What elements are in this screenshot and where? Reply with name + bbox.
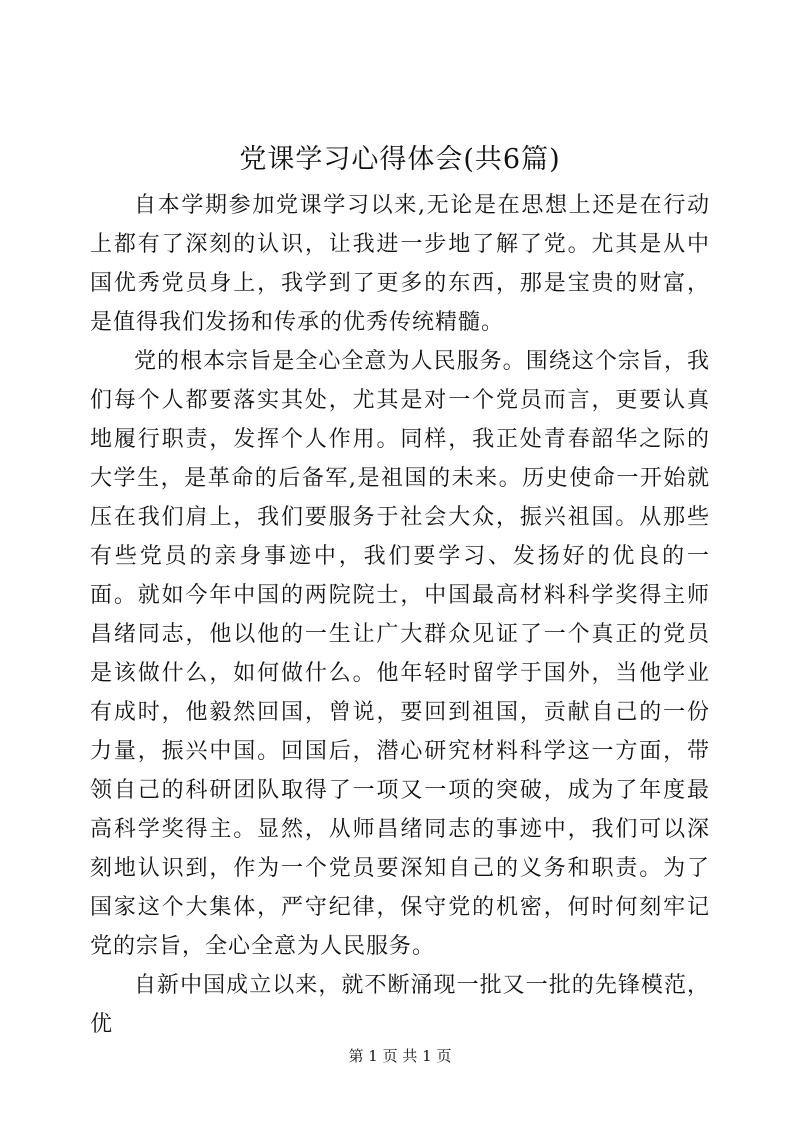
document-body bbox=[90, 186, 710, 1044]
paragraph-3: 自新中国成立以来，就不断涌现一批又一批的先锋模范，优 bbox=[90, 973, 710, 1037]
paragraph-2: 党的根本宗旨是全心全意为人民服务。围绕这个宗旨，我们每个人都要落实其处，尤其是对一个党员而言，更要认真地履行职责，发挥个人作用。同样，我正处青春韶华之际的大学生，是革命的后备军,是祖国的未来。历史使命一开始就压在我们肩上，我们要服务于社会大众，振兴祖国。从那些有些党员的亲身事迹中，我们要学习、发扬好的优良的一面。就如今年中国的两院院士，中国最高材料科学奖得主师昌绪同志，他以他的一生让广大群众见证了一个真正的党员是该做什么，如何做什么。他年轻时留学于国外，当他学业有成时，他毅然回国，曾说，要回到祖国，贡献自己的一份力量，振兴中国。回国后，潜心研究材料科学这一方面，带领自己的科研团队取得了一项又一项的突破，成为了年度最高科学奖得主。显然，从师昌绪同志的事迹中，我们可以深刻地认识到，作为一个党员要深知自己的义务和职责。为了国家这个大集体，严守纪律，保守党的机密，何时何刻牢记党的宗旨，全心全意为人民服务。 bbox=[90, 349, 710, 959]
paragraph-1: 自本学期参加党课学习以来,无论是在思想上还是在行动上都有了深刻的认识，让我进一步地了解了党。尤其是从中国优秀党员身上，我学到了更多的东西，那是宝贵的财富，是值得我们发扬和传承的优秀传统精髓。 bbox=[90, 193, 710, 335]
document-title: 党课学习心得体会(共6篇) bbox=[239, 144, 561, 175]
page-footer: 第 1 页 共 1 页 bbox=[348, 1047, 452, 1065]
